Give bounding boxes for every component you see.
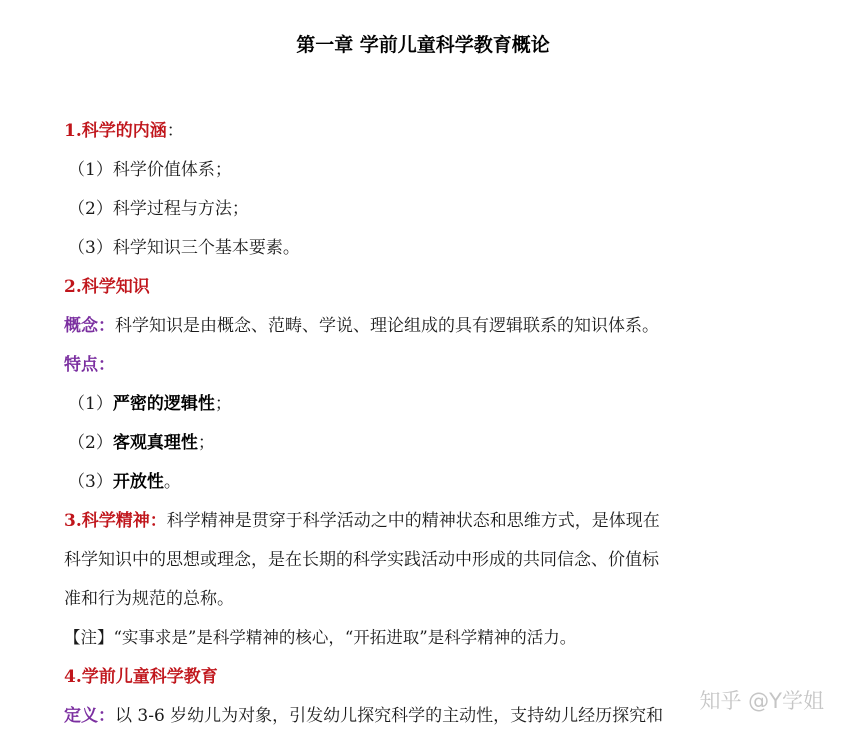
feature-number: （2） bbox=[68, 433, 113, 453]
list-item: （1）科学价值体系； bbox=[68, 160, 232, 180]
feature-tail: ； bbox=[214, 394, 232, 414]
section-1-colon: ： bbox=[166, 121, 184, 141]
feature-tail: 。 bbox=[163, 472, 181, 492]
feature-text: 开放性 bbox=[112, 472, 164, 492]
note-line: 【注】“实事求是”是科学精神的核心，“开拓进取”是科学精神的活力。 bbox=[64, 628, 577, 647]
concept-line bbox=[64, 314, 659, 338]
section-3-heading: 3.科学精神： bbox=[64, 511, 167, 531]
concept-label: 概念： bbox=[64, 316, 115, 336]
section-4-heading: 4.学前儿童科学教育 bbox=[64, 667, 218, 687]
watermark: 知乎 @Y学姐 bbox=[699, 689, 824, 713]
concept-text: 科学知识是由概念、范畴、学说、理论组成的具有逻辑联系的知识体系。 bbox=[115, 316, 659, 336]
feature-text: 严密的逻辑性 bbox=[112, 394, 215, 414]
chapter-title: 第一章 学前儿童科学教育概论 bbox=[296, 34, 550, 56]
feature-number: （3） bbox=[68, 472, 113, 492]
paragraph-text: 准和行为规范的总称。 bbox=[64, 589, 234, 609]
section-2-heading: 2.科学知识 bbox=[64, 277, 150, 297]
list-item: （2）科学过程与方法； bbox=[68, 199, 249, 219]
list-item bbox=[68, 470, 181, 494]
definition-line bbox=[64, 704, 663, 728]
list-item bbox=[68, 392, 232, 416]
list-item bbox=[68, 431, 215, 455]
section-1-heading bbox=[64, 119, 184, 143]
definition-text: 以 3-6 岁幼儿为对象，引发幼儿探究科学的主动性，支持幼儿经历探究和 bbox=[115, 706, 664, 726]
definition-label: 定义： bbox=[64, 706, 115, 726]
list-item: （3）科学知识三个基本要素。 bbox=[68, 238, 300, 258]
feature-tail: ； bbox=[197, 433, 215, 453]
feature-label: 特点： bbox=[64, 355, 115, 375]
feature-number: （1） bbox=[68, 394, 113, 414]
paragraph-text: 科学知识中的思想或理念，是在长期的科学实践活动中形成的共同信念、价值标 bbox=[64, 550, 659, 570]
section-1-heading-text: 1.科学的内涵 bbox=[64, 121, 167, 141]
section-3-line-1 bbox=[64, 509, 660, 533]
feature-text: 客观真理性 bbox=[112, 433, 198, 453]
paragraph-text: 科学精神是贯穿于科学活动之中的精神状态和思维方式，是体现在 bbox=[166, 511, 660, 531]
